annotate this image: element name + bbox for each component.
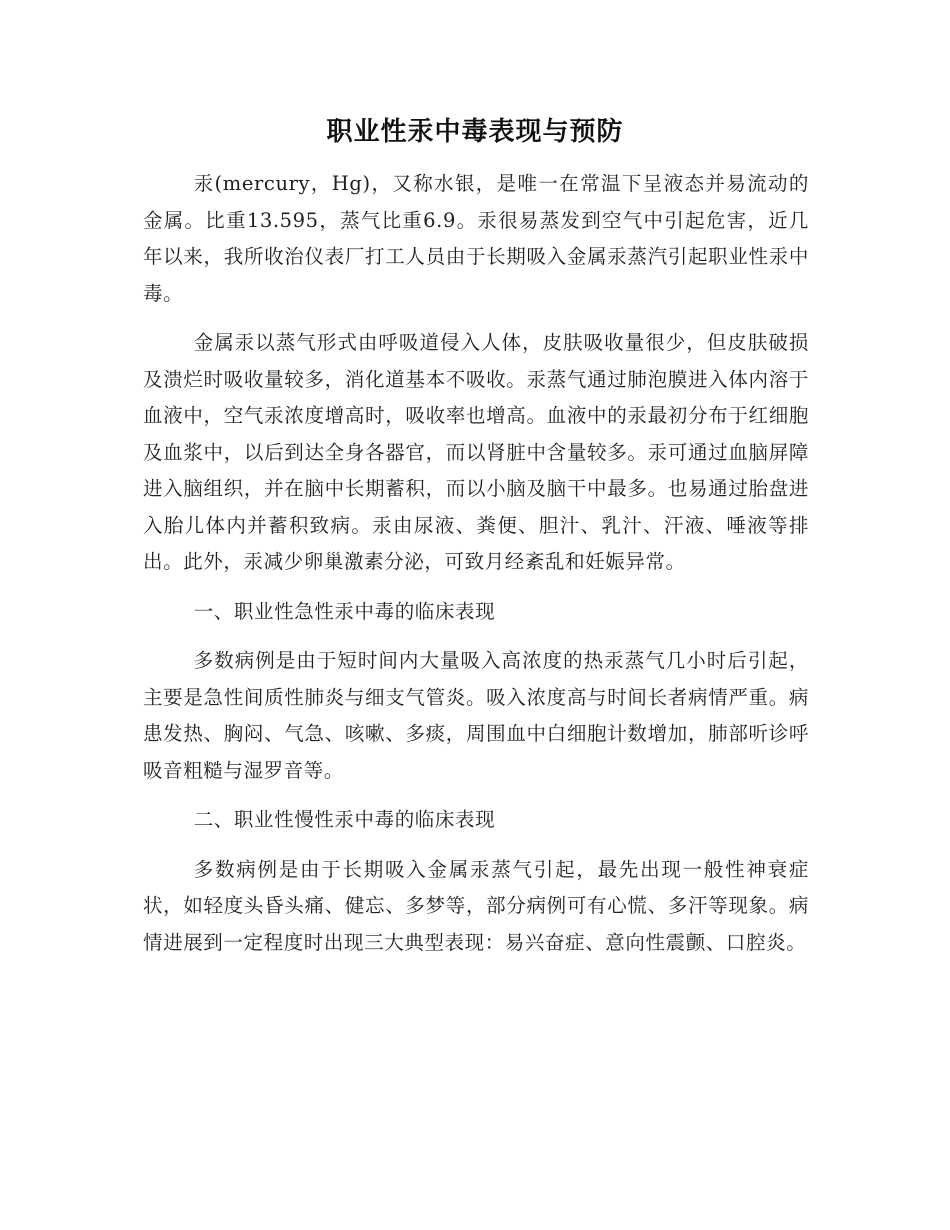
paragraph-acute-symptoms: 多数病例是由于短时间内大量吸入高浓度的热汞蒸气几小时后引起，主要是急性间质性肺炎与细支气管炎。吸入浓度高与时间长者病情严重。病患发热、胸闷、气急、咳嗽、多痰，周围血中白细胞计数增加，肺部听诊呼吸音粗糙与湿罗音等。 xyxy=(143,649,809,782)
paragraph-chronic-symptoms: 多数病例是由于长期吸入金属汞蒸气引起，最先出现一般性神衰症状，如轻度头昏头痛、健忘、多梦等，部分病例可有心慌、多汗等现象。病情进展到一定程度时出现三大典型表现：易兴奋症、意向性震颤、口腔炎。 xyxy=(143,857,809,954)
paragraph-mercury-intro: 汞(mercury，Hg)，又称水银，是唯一在常温下呈液态并易流动的金属。比重13.595，蒸气比重6.9。汞很易蒸发到空气中引起危害，近几年以来，我所收治仪表厂打工人员由于长期吸入金属汞蒸汽引起职业性汞中毒。 xyxy=(143,172,809,305)
document-body xyxy=(143,166,809,974)
paragraph-absorption: 金属汞以蒸气形式由呼吸道侵入人体，皮肤吸收量很少，但皮肤破损及溃烂时吸收量较多，消化道基本不吸收。汞蒸气通过肺泡膜进入体内溶于血液中，空气汞浓度增高时，吸收率也增高。血液中的汞最初分布于红细胞及血浆中，以后到达全身各器官，而以肾脏中含量较多。汞可通过血脑屏障进入脑组织，并在脑中长期蓄积，而以小脑及脑干中最多。也易通过胎盘进入胎儿体内并蓄积致病。汞由尿液、粪便、胆汁、乳汁、汗液、唾液等排出。此外，汞减少卵巢激素分泌，可致月经紊乱和妊娠异常。 xyxy=(143,331,809,573)
section-heading-acute: 一、职业性急性汞中毒的临床表现 xyxy=(193,599,496,623)
section-heading-chronic: 二、职业性慢性汞中毒的临床表现 xyxy=(193,808,496,831)
document-title: 职业性汞中毒表现与预防 xyxy=(326,117,624,147)
